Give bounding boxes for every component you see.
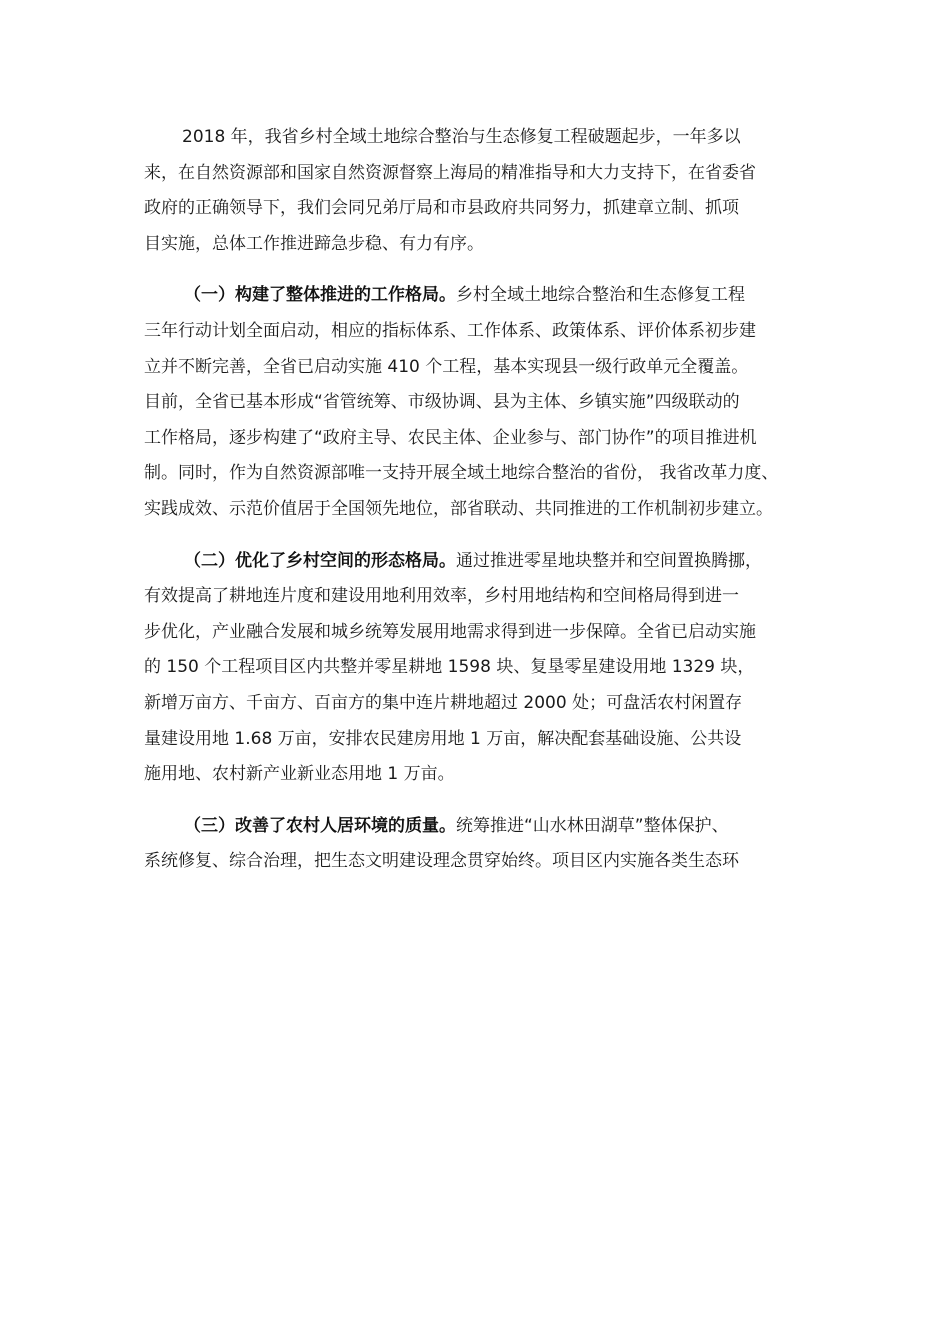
paragraph-line: 目前，全省已基本形成“省管统筹、市级协调、县为主体、乡镇实施”四级联动的: [144, 392, 740, 413]
section-3-heading: （三）改善了农村人居环境的质量。: [184, 815, 456, 836]
paragraph-line: 系统修复、综合治理，把生态文明建设理念贯穿始终。项目区内实施各类生态环: [144, 851, 739, 872]
paragraph-line: 目实施，总体工作推进蹄急步稳、有力有序。: [144, 233, 484, 254]
paragraph-line: 立并不断完善，全省已启动实施 410 个工程，基本实现县一级行政单元全覆盖。: [144, 356, 749, 377]
paragraph-line: 实践成效、示范价值居于全国领先地位，部省联动、共同推进的工作机制初步建立。: [144, 498, 773, 519]
paragraph-line: 政府的正确领导下，我们会同兄弟厅局和市县政府共同努力，抓建章立制、抓项: [144, 198, 739, 219]
section-3-first-line-text: 统筹推进“山水林田湖草”整体保护、: [456, 815, 729, 836]
paragraph-line: 的 150 个工程项目区内共整并零星耕地 1598 块、复垦零星建设用地 1329 块，: [144, 657, 755, 678]
paragraph-first-line: [144, 809, 824, 845]
paragraph-line: 有效提高了耕地连片度和建设用地利用效率，乡村用地结构和空间格局得到进一: [144, 586, 739, 607]
document-body: [144, 120, 824, 880]
section-2-first-line-text: 通过推进零星地块整并和空间置换腾挪，: [456, 550, 762, 571]
section-1-first-line-text: 乡村全域土地综合整治和生态修复工程: [456, 285, 745, 306]
paragraph-first-line: [144, 278, 824, 314]
paragraph-line: 制。同时，作为自然资源部唯一支持开展全域土地综合整治的省份， 我省改革力度、: [144, 463, 779, 484]
section-1-paragraph: [144, 278, 824, 527]
paragraph-line: 新增万亩方、千亩方、百亩方的集中连片耕地超过 2000 处；可盘活农村闲置存: [144, 692, 743, 713]
intro-paragraph: [144, 120, 824, 262]
paragraph-line: 量建设用地 1.68 万亩，安排农民建房用地 1 万亩，解决配套基础设施、公共设: [144, 728, 742, 749]
paragraph-line: 来，在自然资源部和国家自然资源督察上海局的精准指导和大力支持下，在省委省: [144, 162, 756, 183]
section-2-heading: （二）优化了乡村空间的形态格局。: [184, 550, 456, 571]
paragraph-line: 三年行动计划全面启动，相应的指标体系、工作体系、政策体系、评价体系初步建: [144, 320, 756, 341]
paragraph-line: 工作格局，逐步构建了“政府主导、农民主体、企业参与、部门协作”的项目推进机: [144, 427, 757, 448]
section-1-heading: （一）构建了整体推进的工作格局。: [184, 285, 456, 306]
section-3-paragraph: [144, 809, 824, 880]
paragraph-line: 步优化，产业融合发展和城乡统筹发展用地需求得到进一步保障。全省已启动实施: [144, 621, 756, 642]
paragraph-line: 2018 年，我省乡村全域土地综合整治与生态修复工程破题起步，一年多以: [182, 127, 741, 147]
section-2-paragraph: [144, 544, 824, 793]
paragraph-line: 施用地、农村新产业新业态用地 1 万亩。: [144, 764, 455, 785]
paragraph-first-line: [144, 544, 824, 580]
